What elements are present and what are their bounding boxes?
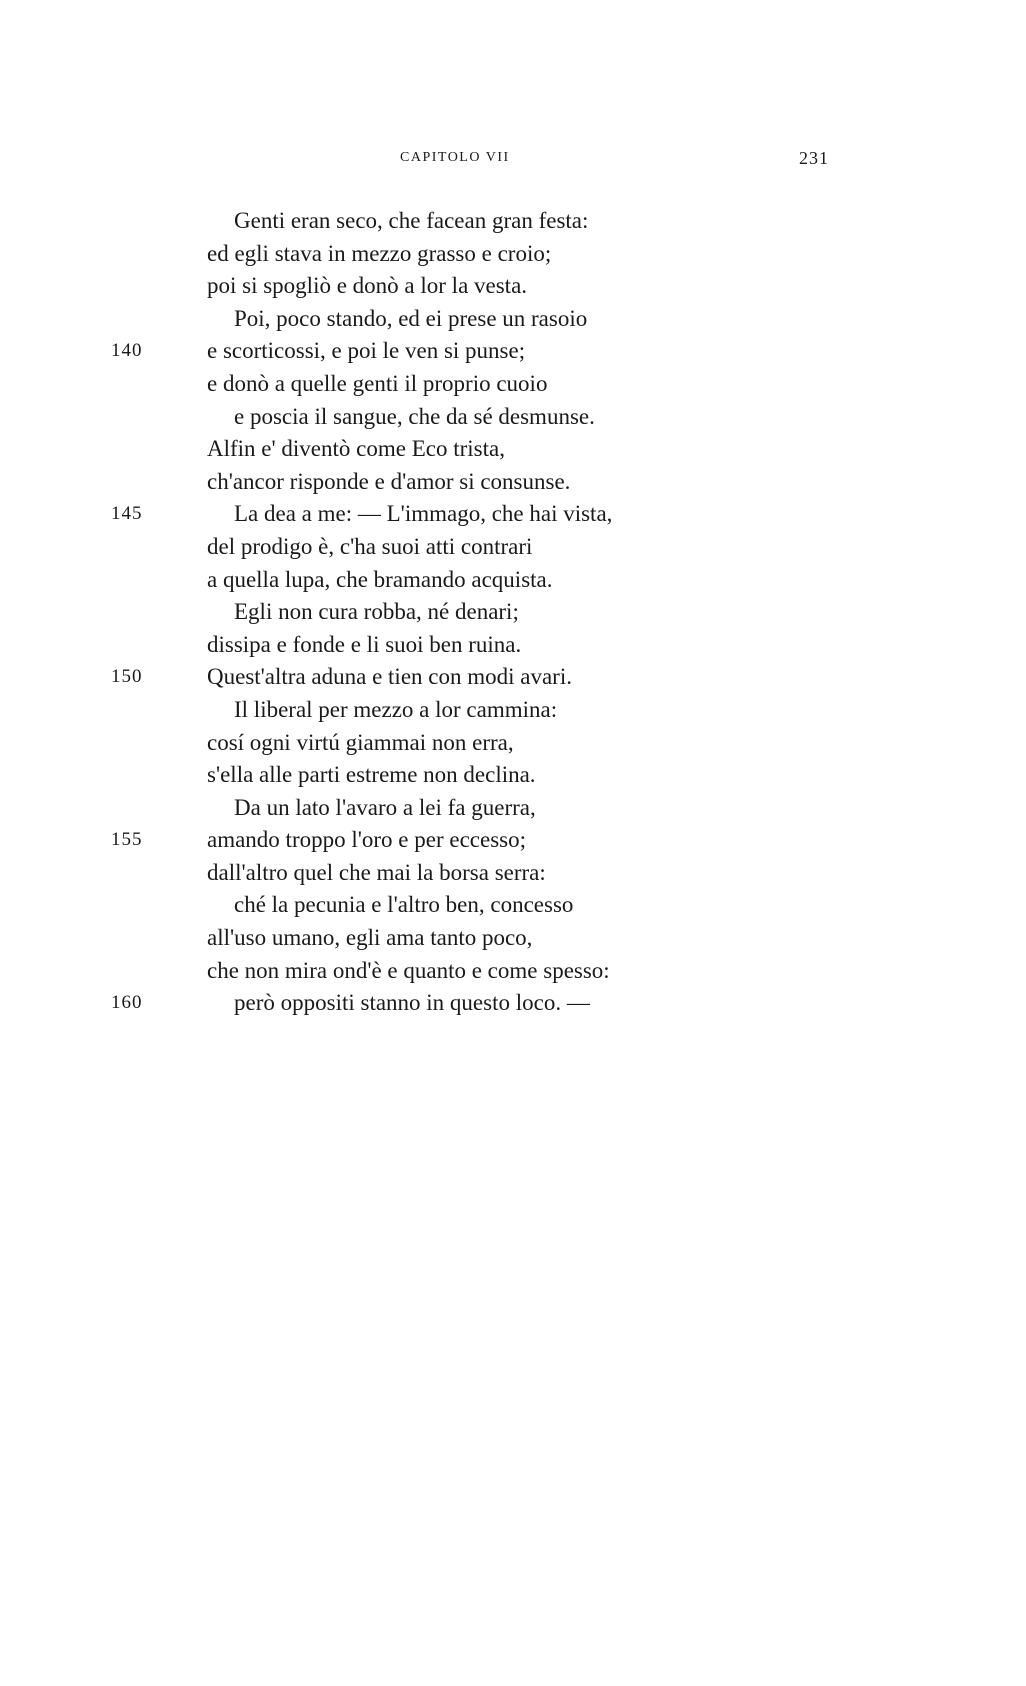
line-number: 150	[111, 666, 143, 688]
verse-text: Poi, poco stando, ed ei prese un rasoio	[234, 305, 588, 331]
verse-line	[0, 531, 1026, 564]
verse-line	[0, 401, 1026, 434]
verse-line	[0, 466, 1026, 499]
verse-line	[0, 759, 1026, 792]
verse-line	[0, 564, 1026, 597]
verse-text: Quest'altra aduna e tien con modi avari.	[207, 664, 572, 690]
running-head: CAPITOLO VII	[400, 150, 510, 165]
verse-line	[0, 433, 1026, 466]
verse-text: però oppositi stanno in questo loco. —	[234, 990, 590, 1016]
verse-text: poi si spogliò e donò a lor la vesta.	[207, 273, 528, 299]
verse-line	[0, 661, 1026, 694]
verse-text: che non mira ond'è e quanto e come spesso:	[207, 957, 610, 983]
verse-line	[0, 303, 1026, 336]
verse-line	[0, 629, 1026, 662]
verse-line	[0, 368, 1026, 401]
page-number: 231	[799, 148, 829, 168]
verse-text: Da un lato l'avaro a lei fa guerra,	[234, 794, 536, 820]
verse-text: ed egli stava in mezzo grasso e croio;	[207, 240, 552, 266]
verse-text: Egli non cura robba, né denari;	[234, 599, 519, 625]
verse-text: amando troppo l'oro e per eccesso;	[207, 827, 527, 853]
verse-text: all'uso umano, egli ama tanto poco,	[207, 925, 533, 951]
verse-line	[0, 987, 1026, 1020]
verse-text: e poscia il sangue, che da sé desmunse.	[234, 403, 595, 429]
line-number: 145	[111, 503, 143, 525]
verse-text: Il liberal per mezzo a lor cammina:	[234, 696, 558, 722]
verse-text: s'ella alle parti estreme non declina.	[207, 762, 536, 788]
verse-line	[0, 270, 1026, 303]
verse-line	[0, 857, 1026, 890]
verse-text: La dea a me: — L'immago, che hai vista,	[234, 501, 613, 527]
verse-text: dissipa e fonde e li suoi ben ruina.	[207, 631, 522, 657]
poem-body	[0, 205, 1026, 1020]
verse-text: a quella lupa, che bramando acquista.	[207, 566, 553, 592]
verse-line	[0, 792, 1026, 825]
verse-line	[0, 727, 1026, 760]
line-number: 140	[111, 340, 143, 362]
verse-line	[0, 335, 1026, 368]
verse-text: del prodigo è, c'ha suoi atti contrari	[207, 533, 533, 559]
verse-line	[0, 824, 1026, 857]
page-header	[0, 150, 1026, 174]
verse-text: Genti eran seco, che facean gran festa:	[234, 208, 589, 233]
verse-line	[0, 889, 1026, 922]
line-number: 160	[111, 992, 143, 1014]
verse-line	[0, 498, 1026, 531]
verse-text: e donò a quelle genti il proprio cuoio	[207, 370, 548, 396]
verse-line	[0, 694, 1026, 727]
verse-line	[0, 205, 1026, 238]
line-number: 155	[111, 829, 143, 851]
verse-line	[0, 238, 1026, 271]
verse-text: ché la pecunia e l'altro ben, concesso	[234, 892, 574, 918]
verse-text: cosí ogni virtú giammai non erra,	[207, 729, 514, 755]
verse-line	[0, 955, 1026, 988]
verse-text: Alfin e' diventò come Eco trista,	[207, 436, 505, 462]
verse-line	[0, 596, 1026, 629]
verse-text: ch'ancor risponde e d'amor si consunse.	[207, 468, 571, 494]
verse-text: e scorticossi, e poi le ven si punse;	[207, 338, 526, 364]
verse-line	[0, 922, 1026, 955]
verse-text: dall'altro quel che mai la borsa serra:	[207, 859, 546, 885]
